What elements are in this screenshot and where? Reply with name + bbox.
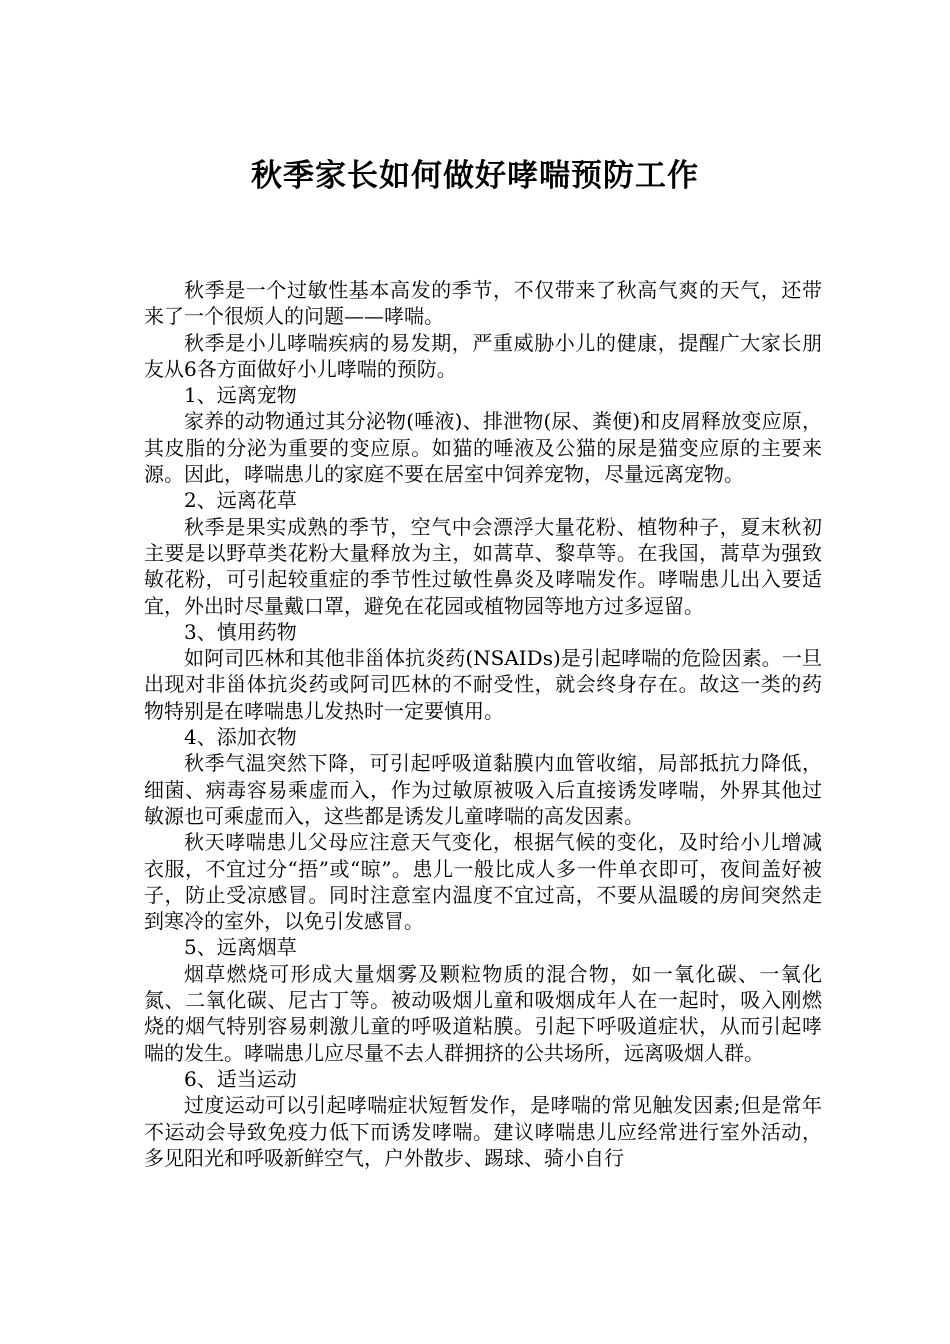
intro-paragraph: 秋季是一个过敏性基本高发的季节，不仅带来了秋高气爽的天气，还带来了一个很烦人的问题——哮喘。 xyxy=(144,278,822,329)
body-paragraph: 过度运动可以引起哮喘症状短暂发作，是哮喘的常见触发因素;但是常年不运动会导致免疫力低下而诱发哮喘。建议哮喘患儿应经常进行室外活动，多见阳光和呼吸新鲜空气，户外散步、踢球、骑小自行 xyxy=(144,1093,822,1170)
body-paragraph: 秋季气温突然下降，可引起呼吸道黏膜内血管收缩，局部抵抗力降低，细菌、病毒容易乘虚而入，作为过敏原被吸入后直接诱发哮喘，外界其他过敏源也可乘虚而入，这些都是诱发儿童哮喘的高发因素。 xyxy=(144,751,822,828)
section-heading: 1、远离宠物 xyxy=(184,383,297,408)
section-heading: 6、适当运动 xyxy=(184,1066,297,1091)
body-paragraph: 如阿司匹林和其他非甾体抗炎药(NSAIDs)是引起哮喘的危险因素。一旦出现对非甾体抗炎药或阿司匹林的不耐受性，就会终身存在。故这一类的药物特别是在哮喘患儿发热时一定要慎用。 xyxy=(144,646,822,723)
document-body xyxy=(144,277,822,1171)
body-paragraph: 秋季是果实成熟的季节，空气中会漂浮大量花粉、植物种子，夏末秋初主要是以野草类花粉大量释放为主，如蒿草、黎草等。在我国，蒿草为强致敏花粉，可引起较重症的季节性过敏性鼻炎及哮喘发作。哮喘患儿出入要适宜，外出时尽量戴口罩，避免在花园或植物园等地方过多逗留。 xyxy=(144,514,822,618)
body-paragraph: 秋天哮喘患儿父母应注意天气变化，根据气候的变化，及时给小儿增减衣服，不宜过分“捂”或“晾”。患儿一般比成人多一件单衣即可，夜间盖好被子，防止受凉感冒。同时注意室内温度不宜过高，不要从温暖的房间突然走到寒冷的室外，以免引发感冒。 xyxy=(144,830,822,934)
intro-paragraph: 秋季是小儿哮喘疾病的易发期，严重威胁小儿的健康，提醒广大家长朋友从6各方面做好小儿哮喘的预防。 xyxy=(144,330,822,381)
body-paragraph: 家养的动物通过其分泌物(唾液)、排泄物(尿、粪便)和皮屑释放变应原，其皮脂的分泌为重要的变应原。如猫的唾液及公猫的尿是猫变应原的主要来源。因此，哮喘患儿的家庭不要在居室中饲养宠物，尽量远离宠物。 xyxy=(144,409,822,487)
section-heading: 2、远离花草 xyxy=(184,488,297,513)
document-title: 秋季家长如何做好哮喘预防工作 xyxy=(251,158,699,194)
section-heading: 4、添加衣物 xyxy=(184,725,297,750)
body-paragraph: 烟草燃烧可形成大量烟雾及颗粒物质的混合物，如一氧化碳、一氧化氮、二氧化碳、尼古丁等。被动吸烟儿童和吸烟成年人在一起时，吸入刚燃烧的烟气特别容易刺激儿童的呼吸道粘膜。引起下呼吸道症状，从而引起哮喘的发生。哮喘患儿应尽量不去人群拥挤的公共场所，远离吸烟人群。 xyxy=(144,961,822,1065)
section-heading: 3、慎用药物 xyxy=(184,619,297,644)
section-heading: 5、远离烟草 xyxy=(184,935,297,960)
